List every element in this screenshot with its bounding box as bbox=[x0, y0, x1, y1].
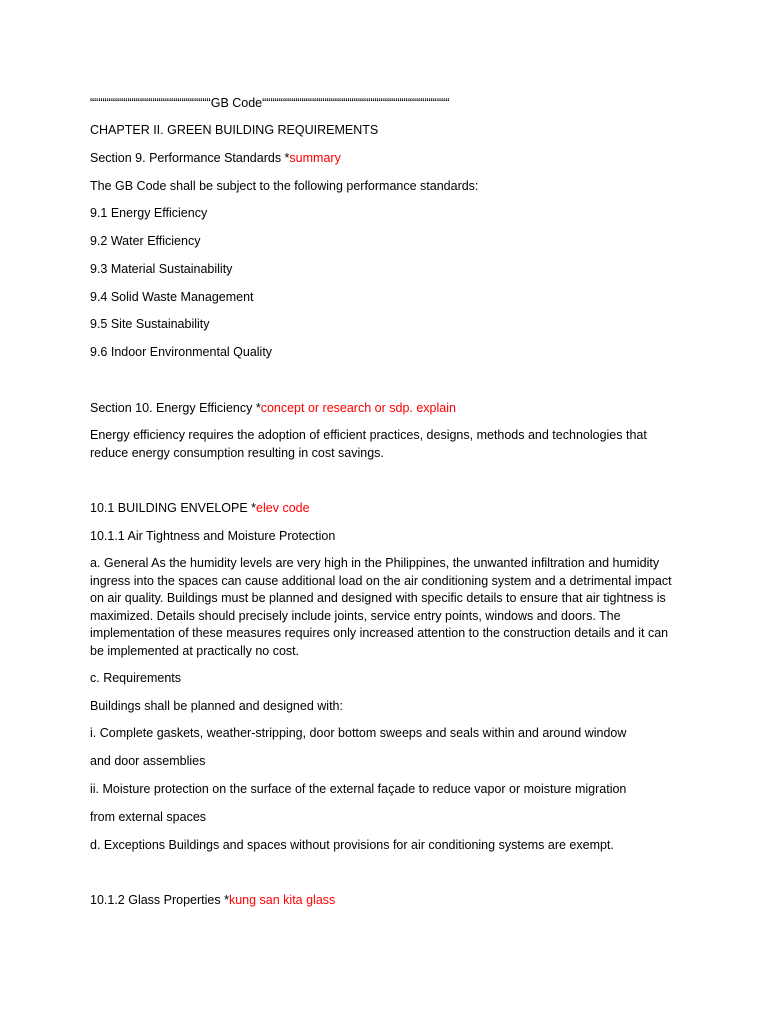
requirement-i-line1: i. Complete gaskets, weather-stripping, door bottom sweeps and seals within and around window bbox=[90, 726, 627, 740]
building-envelope-heading bbox=[90, 500, 310, 516]
standard-item-waste: 9.4 Solid Waste Management bbox=[90, 290, 254, 304]
chapter-heading: CHAPTER II. GREEN BUILDING REQUIREMENTS bbox=[90, 123, 379, 137]
gb-code-header: “““““““““““““““““““““““““““““GB Code“““““““““““““““““““““““““““““““““““““““““““““ bbox=[90, 96, 450, 110]
building-envelope-note: elev code bbox=[256, 501, 310, 515]
section-9-heading bbox=[90, 150, 341, 166]
glass-properties-heading bbox=[90, 892, 335, 908]
air-tightness-heading: 10.1.1 Air Tightness and Moisture Protection bbox=[90, 529, 336, 543]
general-paragraph: a. General As the humidity levels are very high in the Philippines, the unwanted infiltration and humidity ingress into the spaces can cause additional load on the air conditioning system and a detrimental impact on air quality. Buildings must be planned and designed with specific details to ensure that air tightness is maximized. Details should precisely include joints, service entry points, windows and doors. The implementation of these measures requires only increased attention to the construction details and it can be implemented at practically no cost. bbox=[90, 556, 672, 658]
exceptions-paragraph: d. Exceptions Buildings and spaces without provisions for air conditioning systems are exempt. bbox=[90, 838, 614, 852]
section-10-note: concept or research or sdp. explain bbox=[260, 401, 456, 415]
requirement-ii-line2: from external spaces bbox=[90, 810, 207, 824]
requirements-intro: Buildings shall be planned and designed with: bbox=[90, 699, 343, 713]
requirements-heading: c. Requirements bbox=[90, 671, 182, 685]
section-10-text: Section 10. Energy Efficiency * bbox=[90, 401, 261, 415]
standard-item-site: 9.5 Site Sustainability bbox=[90, 317, 210, 331]
requirement-i-line2: and door assemblies bbox=[90, 754, 206, 768]
section-9-note: summary bbox=[289, 151, 341, 165]
section-10-heading bbox=[90, 400, 456, 416]
standard-item-energy: 9.1 Energy Efficiency bbox=[90, 206, 208, 220]
glass-properties-text: 10.1.2 Glass Properties * bbox=[90, 893, 229, 907]
glass-properties-note: kung san kita glass bbox=[228, 893, 336, 907]
section-9-text: Section 9. Performance Standards * bbox=[90, 151, 290, 165]
section-10-body: Energy efficiency requires the adoption of efficient practices, designs, methods and technologies that reduce energy consumption resulting in cost savings. bbox=[90, 428, 647, 460]
standard-item-indoor: 9.6 Indoor Environmental Quality bbox=[90, 345, 273, 359]
building-envelope-text: 10.1 BUILDING ENVELOPE * bbox=[90, 501, 257, 515]
standard-item-water: 9.2 Water Efficiency bbox=[90, 234, 201, 248]
standards-intro: The GB Code shall be subject to the following performance standards: bbox=[90, 179, 479, 193]
requirement-ii-line1: ii. Moisture protection on the surface of the external façade to reduce vapor or moisture migration bbox=[90, 782, 627, 796]
standard-item-material: 9.3 Material Sustainability bbox=[90, 262, 233, 276]
